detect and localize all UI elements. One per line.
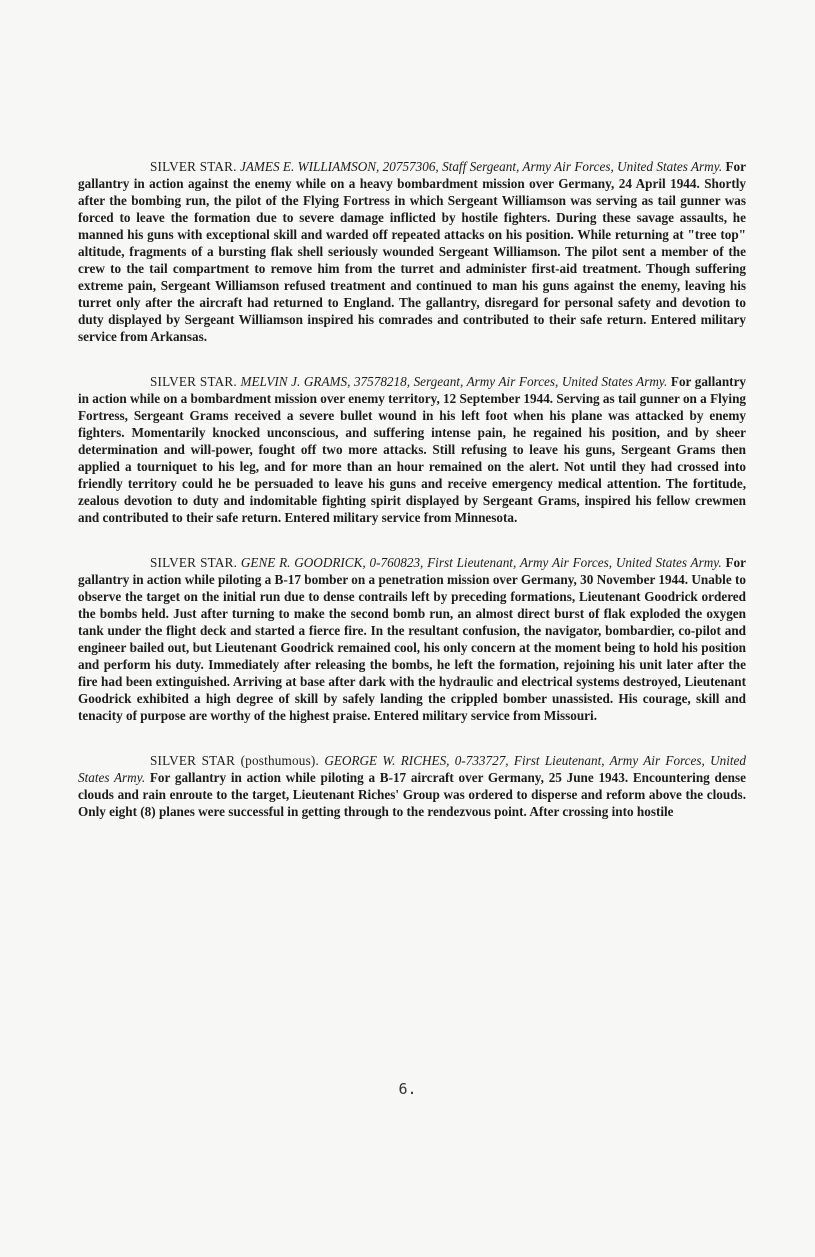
citation-williamson xyxy=(78,158,746,345)
citation-text: For gallantry in action while piloting a B-17 aircraft over Germany, 25 June 1943. Encountering dense clouds and rain enroute to the target, Lieutenant Riches' Group was ordered to disperse and reform above the clouds. Only eight (8) planes were successful in getting through to the rendezvous point. After crossing into hostile xyxy=(78,770,746,819)
citation-text: For gallantry in action while on a bombardment mission over enemy territory, 12 September 1944. Serving as tail gunner on a Flying Fortress, Sergeant Grams received a severe bullet wound in his left foot when his plane was attacked by enemy fighters. Momentarily knocked unconscious, and suffering intense pain, he regained his position, and by sheer determination and will-power, fought off two more attacks. Still refusing to leave his guns, Sergeant Grams then applied a tourniquet to his leg, and for more than an hour remained on the alert. Not until they had crossed into friendly territory could he be persuaded to leave his guns and receive emergency medical attention. The fortitude, zealous devotion to duty and indomitable fighting spirit displayed by Sergeant Grams, inspired his fellow crewmen and contributed to their safe return. Entered military service from Minnesota. xyxy=(78,374,747,525)
recipient-name: JAMES E. WILLIAMSON, 20757306, Staff Sergeant, Army Air Forces, United States Army. xyxy=(240,159,723,174)
citation-text: For gallantry in action while piloting a B-17 bomber on a penetration mission over Germany, 30 November 1944. Unable to observe the target on the initial run due to dense contrails left by preceding formations, Lieutenant Goodrick ordered the bombs held. Just after turning to make the second bomb run, an almost direct burst of flak exploded the oxygen tank under the flight deck and started a fierce fire. In the resultant confusion, the navigator, bombardier, co-pilot and engineer bailed out, but Lieutenant Goodrick remained cool, his only concern at the moment being to hold his position and perform his duty. Immediately after releasing the bombs, he left the formation, rejoining his unit later after the fire had been extinguished. Arriving at base after dark with the hydraulic and electrical systems destroyed, Lieutenant Goodrick exhibited a high degree of skill by safely landing the crippled bomber unassisted. His courage, skill and tenacity of purpose are worthy of the highest praise. Entered military service from Missouri. xyxy=(78,555,747,723)
document-page xyxy=(78,158,746,820)
award-title: SILVER STAR. xyxy=(150,374,237,389)
citation-grams xyxy=(78,373,746,526)
recipient-name: GEORGE W. RICHES, 0-733727, First Lieutenant, Army Air Forces, United States Army. xyxy=(78,753,747,785)
award-title: SILVER STAR. xyxy=(150,555,238,570)
recipient-name: GENE R. GOODRICK, 0-760823, First Lieutenant, Army Air Forces, United States Army. xyxy=(240,555,722,570)
citation-riches xyxy=(78,752,746,820)
citation-goodrick xyxy=(78,554,746,724)
page-number: 6. xyxy=(398,1080,417,1098)
recipient-name: MELVIN J. GRAMS, 37578218, Sergeant, Army Air Forces, United States Army. xyxy=(240,374,668,389)
citation-text: For gallantry in action against the enemy while on a heavy bombardment mission over Germany, 24 April 1944. Shortly after the bombing run, the pilot of the Flying Fortress in which Sergeant Williamson was serving as tail gunner was forced to leave the formation due to severe damage inflicted by hostile fighters. During these savage assaults, he manned his guns with exceptional skill and warded off repeated attacks on his position. While returning at "tree top" altitude, fragments of a bursting flak shell seriously wounded Sergeant Williamson. The pilot sent a member of the crew to the tail compartment to remove him from the turret and administer first-aid treatment. Though suffering extreme pain, Sergeant Williamson refused treatment and continued to man his guns against the enemy, leaving his turret only after the aircraft had returned to England. The gallantry, disregard for personal safety and devotion to duty displayed by Sergeant Williamson inspired his comrades and contributed to their safe return. Entered military service from Arkansas. xyxy=(78,159,746,344)
award-title: SILVER STAR (posthumous). xyxy=(150,753,320,768)
award-title: SILVER STAR. xyxy=(150,159,237,174)
